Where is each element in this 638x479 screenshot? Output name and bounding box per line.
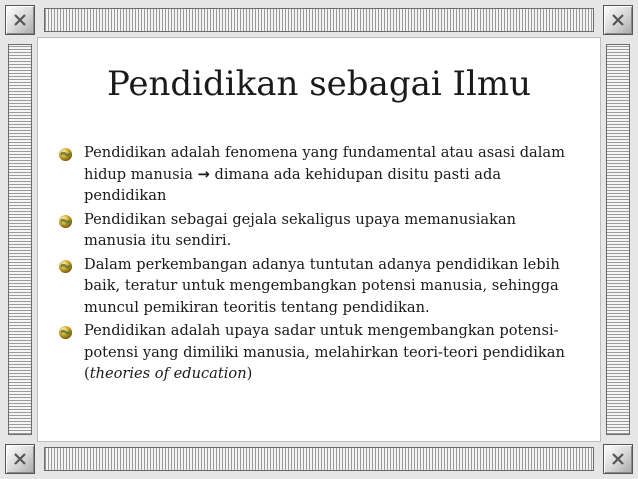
bullet-text-continued: ) [246, 365, 253, 382]
bullet-item [58, 320, 578, 385]
globe-bullet-icon [58, 259, 73, 274]
bullet-item [58, 209, 578, 252]
bullet-text-continued: dimana ada kehidupan disitu pasti ada pendidikan [84, 165, 502, 204]
corner-tl-x-icon [5, 5, 35, 35]
bullet-text: Pendidikan sebagai gejala sekaligus upaya memanusiakan manusia itu sendiri. [84, 210, 517, 249]
frame-left-border [8, 44, 32, 435]
bullet-list [58, 142, 578, 387]
corner-br-x-icon [603, 444, 633, 474]
globe-bullet-icon [58, 214, 73, 229]
bullet-item [58, 142, 578, 207]
bullet-italic-text: theories of education [89, 365, 247, 382]
globe-bullet-icon [58, 147, 73, 162]
slide-content [38, 38, 600, 441]
bullet-text: Pendidikan adalah upaya sadar untuk mengembangkan potensi-potensi yang dimiliki manusia, melahirkan teori-teori pendidikan ( [84, 322, 565, 382]
frame-right-border [606, 44, 630, 435]
frame-bottom-border [44, 447, 594, 471]
corner-tr-x-icon [603, 5, 633, 35]
bullet-text: Pendidikan adalah fenomena yang fundamental atau asasi dalam hidup manusia [84, 144, 565, 183]
bullet-text: Dalam perkembangan adanya tuntutan adanya pendidikan lebih baik, teratur untuk mengembangkan potensi manusia, sehingga muncul pemikiran teoritis tentang pendidikan. [84, 255, 560, 316]
frame-top-border [44, 8, 594, 32]
slide-title: Pendidikan sebagai Ilmu [107, 64, 531, 104]
arrow-glyph: → [197, 165, 210, 183]
corner-bl-x-icon [5, 444, 35, 474]
bullet-item [58, 254, 578, 319]
globe-bullet-icon [58, 325, 73, 340]
